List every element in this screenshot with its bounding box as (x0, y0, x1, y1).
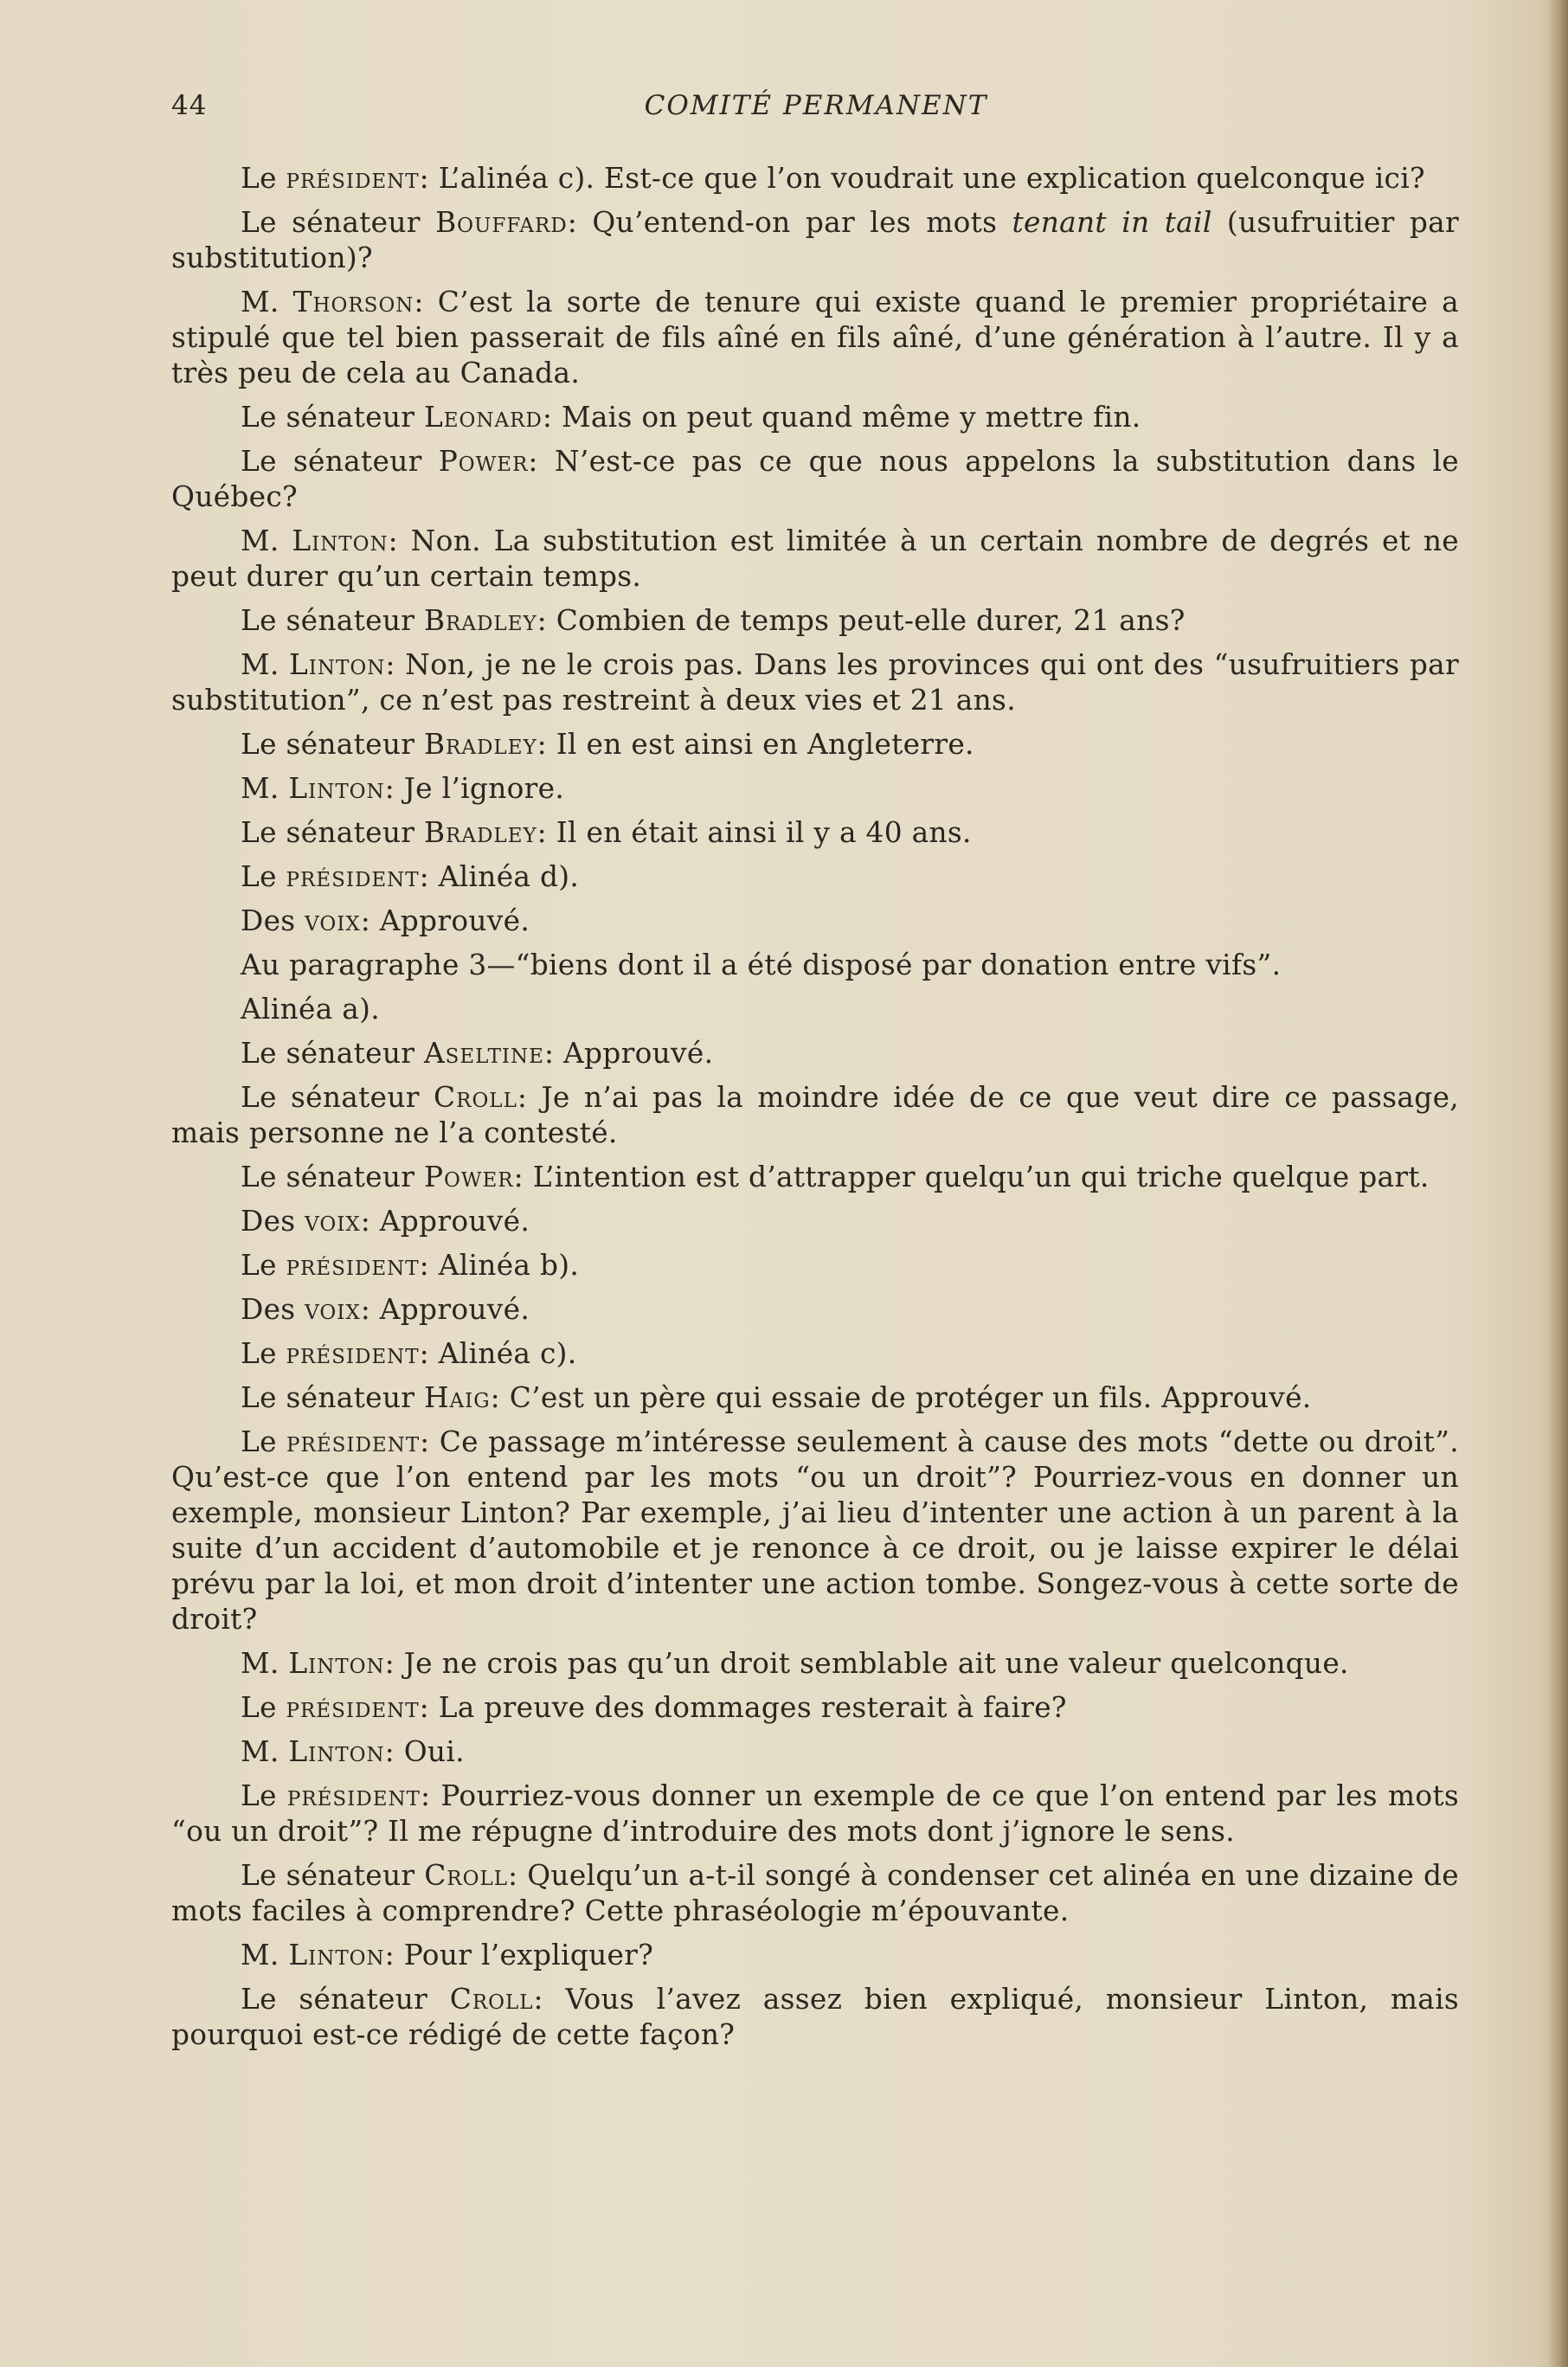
speaker-prefix: Le sénateur (241, 1859, 425, 1892)
paragraph-text: : Approuvé. (360, 1205, 530, 1238)
speaker-prefix: Le sénateur (241, 1037, 424, 1070)
speaker-prefix: Le (241, 1425, 287, 1458)
transcript-paragraph (171, 815, 1459, 851)
transcript-paragraph (171, 1938, 1459, 1973)
transcript-paragraph (171, 948, 1459, 983)
paragraph-text: : L’alinéa c). Est-ce que l’on voudrait une explication quelconque ici? (419, 162, 1425, 195)
transcript-paragraph (171, 524, 1459, 595)
transcript-paragraph (171, 1778, 1459, 1849)
running-head: COMITÉ PERMANENT (644, 90, 988, 121)
speaker-prefix: Le (241, 162, 286, 195)
speaker-name: Croll (434, 1081, 517, 1114)
page-binding-edge (1547, 0, 1568, 2367)
speaker-prefix: Le sénateur (241, 445, 439, 478)
speaker-prefix: Le sénateur (241, 728, 424, 761)
speaker-prefix: Le sénateur (241, 206, 436, 239)
paragraph-text: : C’est un père qui essaie de protéger un fils. Approuvé. (490, 1381, 1312, 1414)
transcript-paragraph (171, 205, 1459, 276)
paragraph-text: : Pourriez-vous donner un exemple de ce que l’on entend par les mots “ou un droit”? Il me répugne d’introduire des mots dont j’ignore le sens. (171, 1779, 1459, 1848)
transcript-paragraph (171, 727, 1459, 762)
paragraph-text: : Alinéa d). (419, 860, 580, 893)
paragraph-text: : Approuvé. (360, 904, 530, 937)
speaker-prefix: Le sénateur (241, 1161, 424, 1193)
page-header (171, 90, 1461, 130)
transcript-paragraph (171, 1204, 1459, 1239)
transcript-paragraph (171, 1080, 1459, 1151)
paragraph-text: : L’intention est d’attrapper quelqu’un qui triche quelque part. (513, 1161, 1430, 1193)
speaker-prefix: Le (241, 1691, 286, 1724)
speaker-prefix: Des (241, 1205, 305, 1238)
transcript-paragraph (171, 1425, 1459, 1637)
speaker-name: président (286, 1779, 421, 1812)
transcript-paragraph (171, 444, 1459, 515)
speaker-prefix: M. (241, 1735, 289, 1768)
transcript-paragraph (171, 1036, 1459, 1071)
transcript-paragraph (171, 992, 1459, 1027)
speaker-name: président (286, 1337, 420, 1370)
paragraph-text: : Je l’ignore. (384, 772, 565, 805)
paragraph-text: : Approuvé. (543, 1037, 714, 1070)
transcript-paragraph (171, 647, 1459, 718)
speaker-name: président (286, 1425, 421, 1458)
paragraph-text: : Je n’ai pas la moindre idée de ce que veut dire ce passage, mais personne ne l’a contesté. (171, 1081, 1460, 1149)
speaker-name: Aseltine (423, 1037, 544, 1070)
speaker-name: voix (305, 1205, 361, 1238)
transcript-paragraph (171, 400, 1459, 435)
transcript-paragraph (171, 1248, 1459, 1283)
paragraph-text: : Non, je ne le crois pas. Dans les provinces qui ont des “usufruitiers par substitution”, ce n’est pas restreint à deux vies et 21 ans. (171, 648, 1459, 717)
paragraph-text-continued: (usufruitier par substitution)? (171, 206, 1459, 274)
transcript-paragraph (171, 859, 1459, 895)
transcript-paragraph (171, 1380, 1459, 1416)
speaker-name: président (286, 162, 420, 195)
speaker-name: Haig (423, 1381, 491, 1414)
paragraph-text: : Approuvé. (360, 1293, 530, 1326)
speaker-prefix: Le sénateur (241, 604, 424, 637)
speaker-prefix: M. (241, 524, 292, 557)
speaker-prefix: Le (241, 1249, 286, 1282)
speaker-prefix: Le (241, 1779, 287, 1812)
speaker-name: voix (305, 1293, 361, 1326)
page-number: 44 (171, 90, 208, 121)
paragraph-text: : Alinéa b). (419, 1249, 580, 1282)
speaker-name: Linton (288, 772, 385, 805)
speaker-prefix: Le sénateur (241, 1081, 434, 1114)
speaker-prefix: Le sénateur (241, 1381, 424, 1414)
speaker-name: Power (423, 1161, 514, 1193)
transcript-paragraph (171, 1858, 1459, 1929)
transcript-paragraph (171, 603, 1459, 639)
speaker-prefix: Le sénateur (241, 816, 424, 849)
paragraph-text: : Qu’entend-on par les mots (567, 206, 1012, 239)
paragraph-text: : Non. La substitution est limitée à un certain nombre de degrés et ne peut durer qu’un certain temps. (171, 524, 1459, 593)
transcript-paragraph (171, 1336, 1459, 1372)
speaker-name: Linton (288, 1939, 385, 1971)
speaker-name: Thorson (292, 286, 414, 318)
paragraph-text: Au paragraphe 3—“biens dont il a été disposé par donation entre vifs”. (241, 949, 1282, 981)
speaker-name: Linton (288, 1647, 385, 1680)
speaker-prefix: Des (241, 904, 305, 937)
speaker-name: Linton (289, 648, 386, 681)
speaker-name: Bradley (423, 604, 537, 637)
paragraph-text: Alinéa a). (241, 993, 380, 1026)
speaker-name: Linton (288, 1735, 385, 1768)
transcript-paragraph (171, 1292, 1459, 1328)
paragraph-text: : Pour l’expliquer? (384, 1939, 654, 1971)
paragraph-text: : Alinéa c). (419, 1337, 577, 1370)
transcript-paragraph (171, 1734, 1459, 1770)
speaker-name: Croll (424, 1859, 509, 1892)
speaker-name: Bradley (423, 728, 537, 761)
paragraph-text: : C’est la sorte de tenure qui existe quand le premier propriétaire a stipulé que tel bien passerait de fils aîné en fils aîné, d’une génération à l’autre. Il y a très peu de cela au Canada. (171, 286, 1459, 389)
paragraph-text: : Vous l’avez assez bien expliqué, monsieur Linton, mais pourquoi est-ce rédigé de cette façon? (171, 1983, 1459, 2051)
speaker-prefix: M. (241, 648, 290, 681)
transcript-paragraph (171, 1982, 1459, 2053)
speaker-prefix: Des (241, 1293, 305, 1326)
speaker-prefix: M. (241, 772, 289, 805)
transcript-paragraph (171, 1160, 1459, 1195)
paragraph-text: : Je ne crois pas qu’un droit semblable ait une valeur quelconque. (384, 1647, 1349, 1680)
paragraph-text: : N’est-ce pas ce que nous appelons la substitution dans le Québec? (171, 445, 1459, 513)
transcript-paragraph (171, 1690, 1459, 1726)
paragraph-text: : Il en était ainsi il y a 40 ans. (537, 816, 972, 849)
speaker-name: président (286, 1691, 420, 1724)
paragraph-text: : Il en est ainsi en Angleterre. (537, 728, 974, 761)
speaker-prefix: Le (241, 860, 286, 893)
speaker-name: Leonard (423, 401, 543, 434)
speaker-prefix: Le sénateur (241, 1983, 450, 2016)
transcript-body (171, 161, 1459, 2061)
paragraph-text: : Ce passage m’intéresse seulement à cause des mots “dette ou droit”. Qu’est-ce que l’on entend par les mots “ou un droit”? Pourriez-vous en donner un exemple, monsieur Linton? Par exemple, j’ai lieu d’intenter une action à un parent à la suite d’un accident d’automobile et je renonce à ce droit, ou je laisse expirer le délai prévu par la loi, et mon droit d’intenter une action tombe. Songez-vous à cette sorte de droit? (171, 1425, 1460, 1636)
transcript-paragraph (171, 1646, 1459, 1682)
speaker-name: voix (305, 904, 361, 937)
speaker-name: Croll (449, 1983, 534, 2016)
speaker-name: Bradley (423, 816, 537, 849)
speaker-prefix: Le (241, 1337, 286, 1370)
speaker-prefix: M. (241, 286, 293, 318)
paragraph-text: : La preuve des dommages resterait à faire? (419, 1691, 1067, 1724)
paragraph-text: : Quelqu’un a-t-il songé à condenser cet alinéa en une dizaine de mots faciles à comprendre? Cette phraséologie m’épouvante. (171, 1859, 1459, 1927)
transcript-paragraph (171, 161, 1459, 196)
speaker-name: Power (438, 445, 529, 478)
paragraph-text: : Oui. (384, 1735, 465, 1768)
paragraph-text: : Mais on peut quand même y mettre fin. (542, 401, 1141, 434)
speaker-name: président (286, 1249, 420, 1282)
speaker-name: Bouffard (435, 206, 568, 239)
paragraph-text: : Combien de temps peut-elle durer, 21 ans? (537, 604, 1186, 637)
speaker-prefix: M. (241, 1647, 289, 1680)
speaker-prefix: M. (241, 1939, 289, 1971)
emphasized-term: tenant in tail (1012, 206, 1212, 239)
transcript-paragraph (171, 904, 1459, 939)
speaker-name: président (286, 860, 420, 893)
speaker-name: Linton (292, 524, 389, 557)
transcript-paragraph (171, 285, 1459, 391)
transcript-paragraph (171, 771, 1459, 807)
speaker-prefix: Le sénateur (241, 401, 424, 434)
